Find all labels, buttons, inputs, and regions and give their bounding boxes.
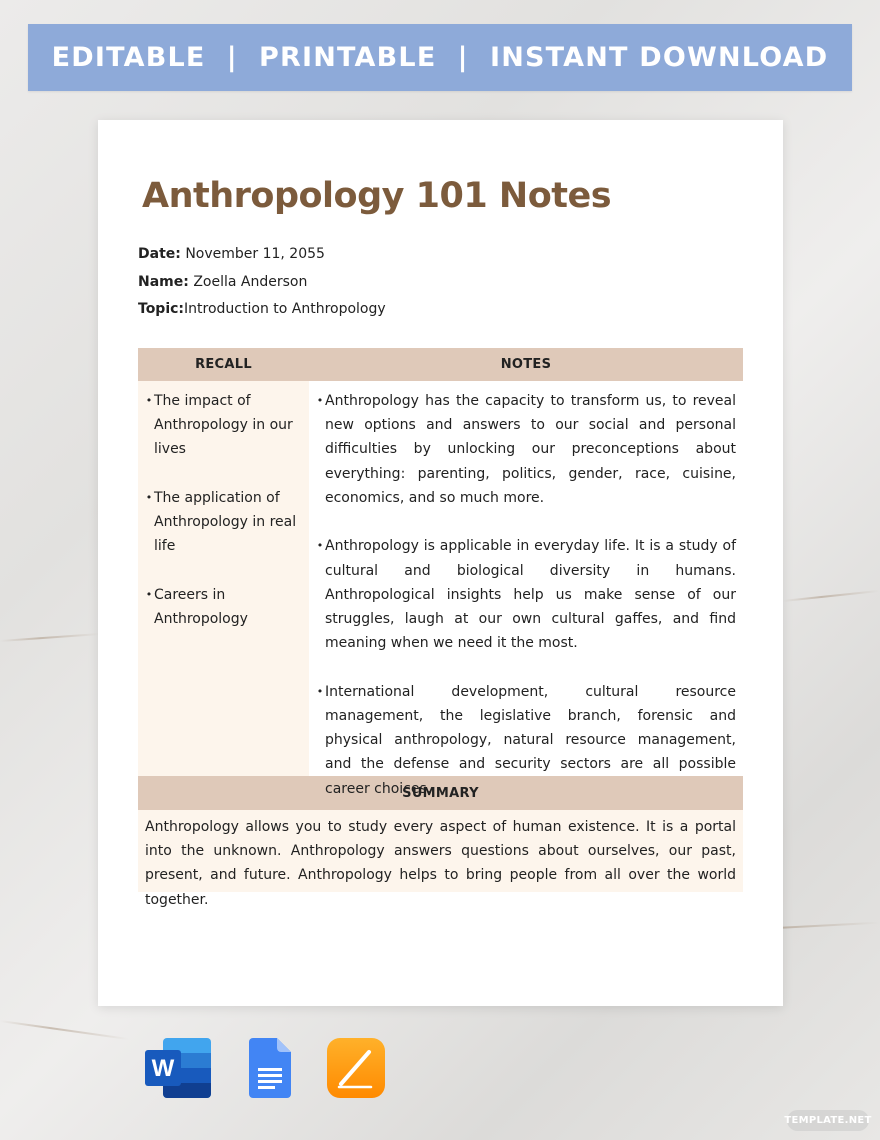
date-label: Date: [138,246,181,262]
date-line [138,246,325,262]
date-value: November 11, 2055 [185,246,325,262]
google-docs-icon [245,1038,313,1098]
bullet-icon: • [145,588,153,601]
bullet-icon: • [316,684,324,698]
name-line [138,274,307,290]
topic-line [138,301,386,317]
note-item [315,534,736,655]
recall-item [144,583,299,631]
bullet-icon: • [145,491,153,504]
bullet-icon: • [145,394,153,407]
note-item-text: Anthropology has the capacity to transform us, to reveal new options and answers to our social and personal difficulties by unlocking our preconceptions about everything: parenting, politics, gender, race, cuisine, economics, and so much more. [325,393,736,506]
name-value: Zoella Anderson [193,274,308,290]
bullet-icon: • [316,394,324,407]
apple-pages-icon [325,1038,393,1098]
recall-header: RECALL [195,357,252,372]
recall-item [144,389,299,462]
recall-column [138,381,309,776]
notes-header: NOTES [500,357,552,372]
watermark-badge: TEMPLATE.NET [787,1110,869,1131]
recall-item [144,486,299,559]
note-item-text: Anthropology is applicable in everyday life. It is a study of cultural and biological diversity in humans. Anthropological insights help us make sense of our struggles, laugh at our own cultural gaffes, and find meaning when we need it the most. [325,538,736,652]
recall-item-text: Careers in Anthropology [154,587,248,628]
note-item [315,680,736,801]
svg-text:W: W [151,1055,175,1082]
table-header-row [138,348,743,381]
topic-value: Introduction to Anthropology [184,301,386,317]
topic-label: Topic: [138,301,185,317]
marble-vein [0,1020,129,1040]
marble-vein [783,590,880,602]
promo-banner [28,24,852,91]
banner-text: EDITABLE | PRINTABLE | INSTANT DOWNLOAD [51,42,829,73]
name-label: Name: [138,274,189,290]
cornell-notes-table [138,348,743,908]
recall-item-text: The application of Anthropology in real life [154,490,297,555]
document-page [98,120,783,1006]
note-item-text: International development, cultural resource management, the legislative branch, forensic and physical anthropology, natural resource management, and the defense and security sectors are all possible career choices. [325,683,736,797]
bullet-icon: • [316,539,324,553]
note-item [315,389,736,510]
page-title: Anthropology 101 Notes [142,176,612,216]
recall-item-text: The impact of Anthropology in our lives [154,393,293,458]
marble-vein [0,633,100,642]
summary-text: Anthropology allows you to study every aspect of human existence. It is a portal into the unknown. Anthropology answers questions about ourselves, our past, present, and future. Anthropology helps to bring people from all over the world together. [138,810,743,892]
summary-header: SUMMARY [138,776,743,810]
microsoft-word-icon [145,1038,213,1098]
